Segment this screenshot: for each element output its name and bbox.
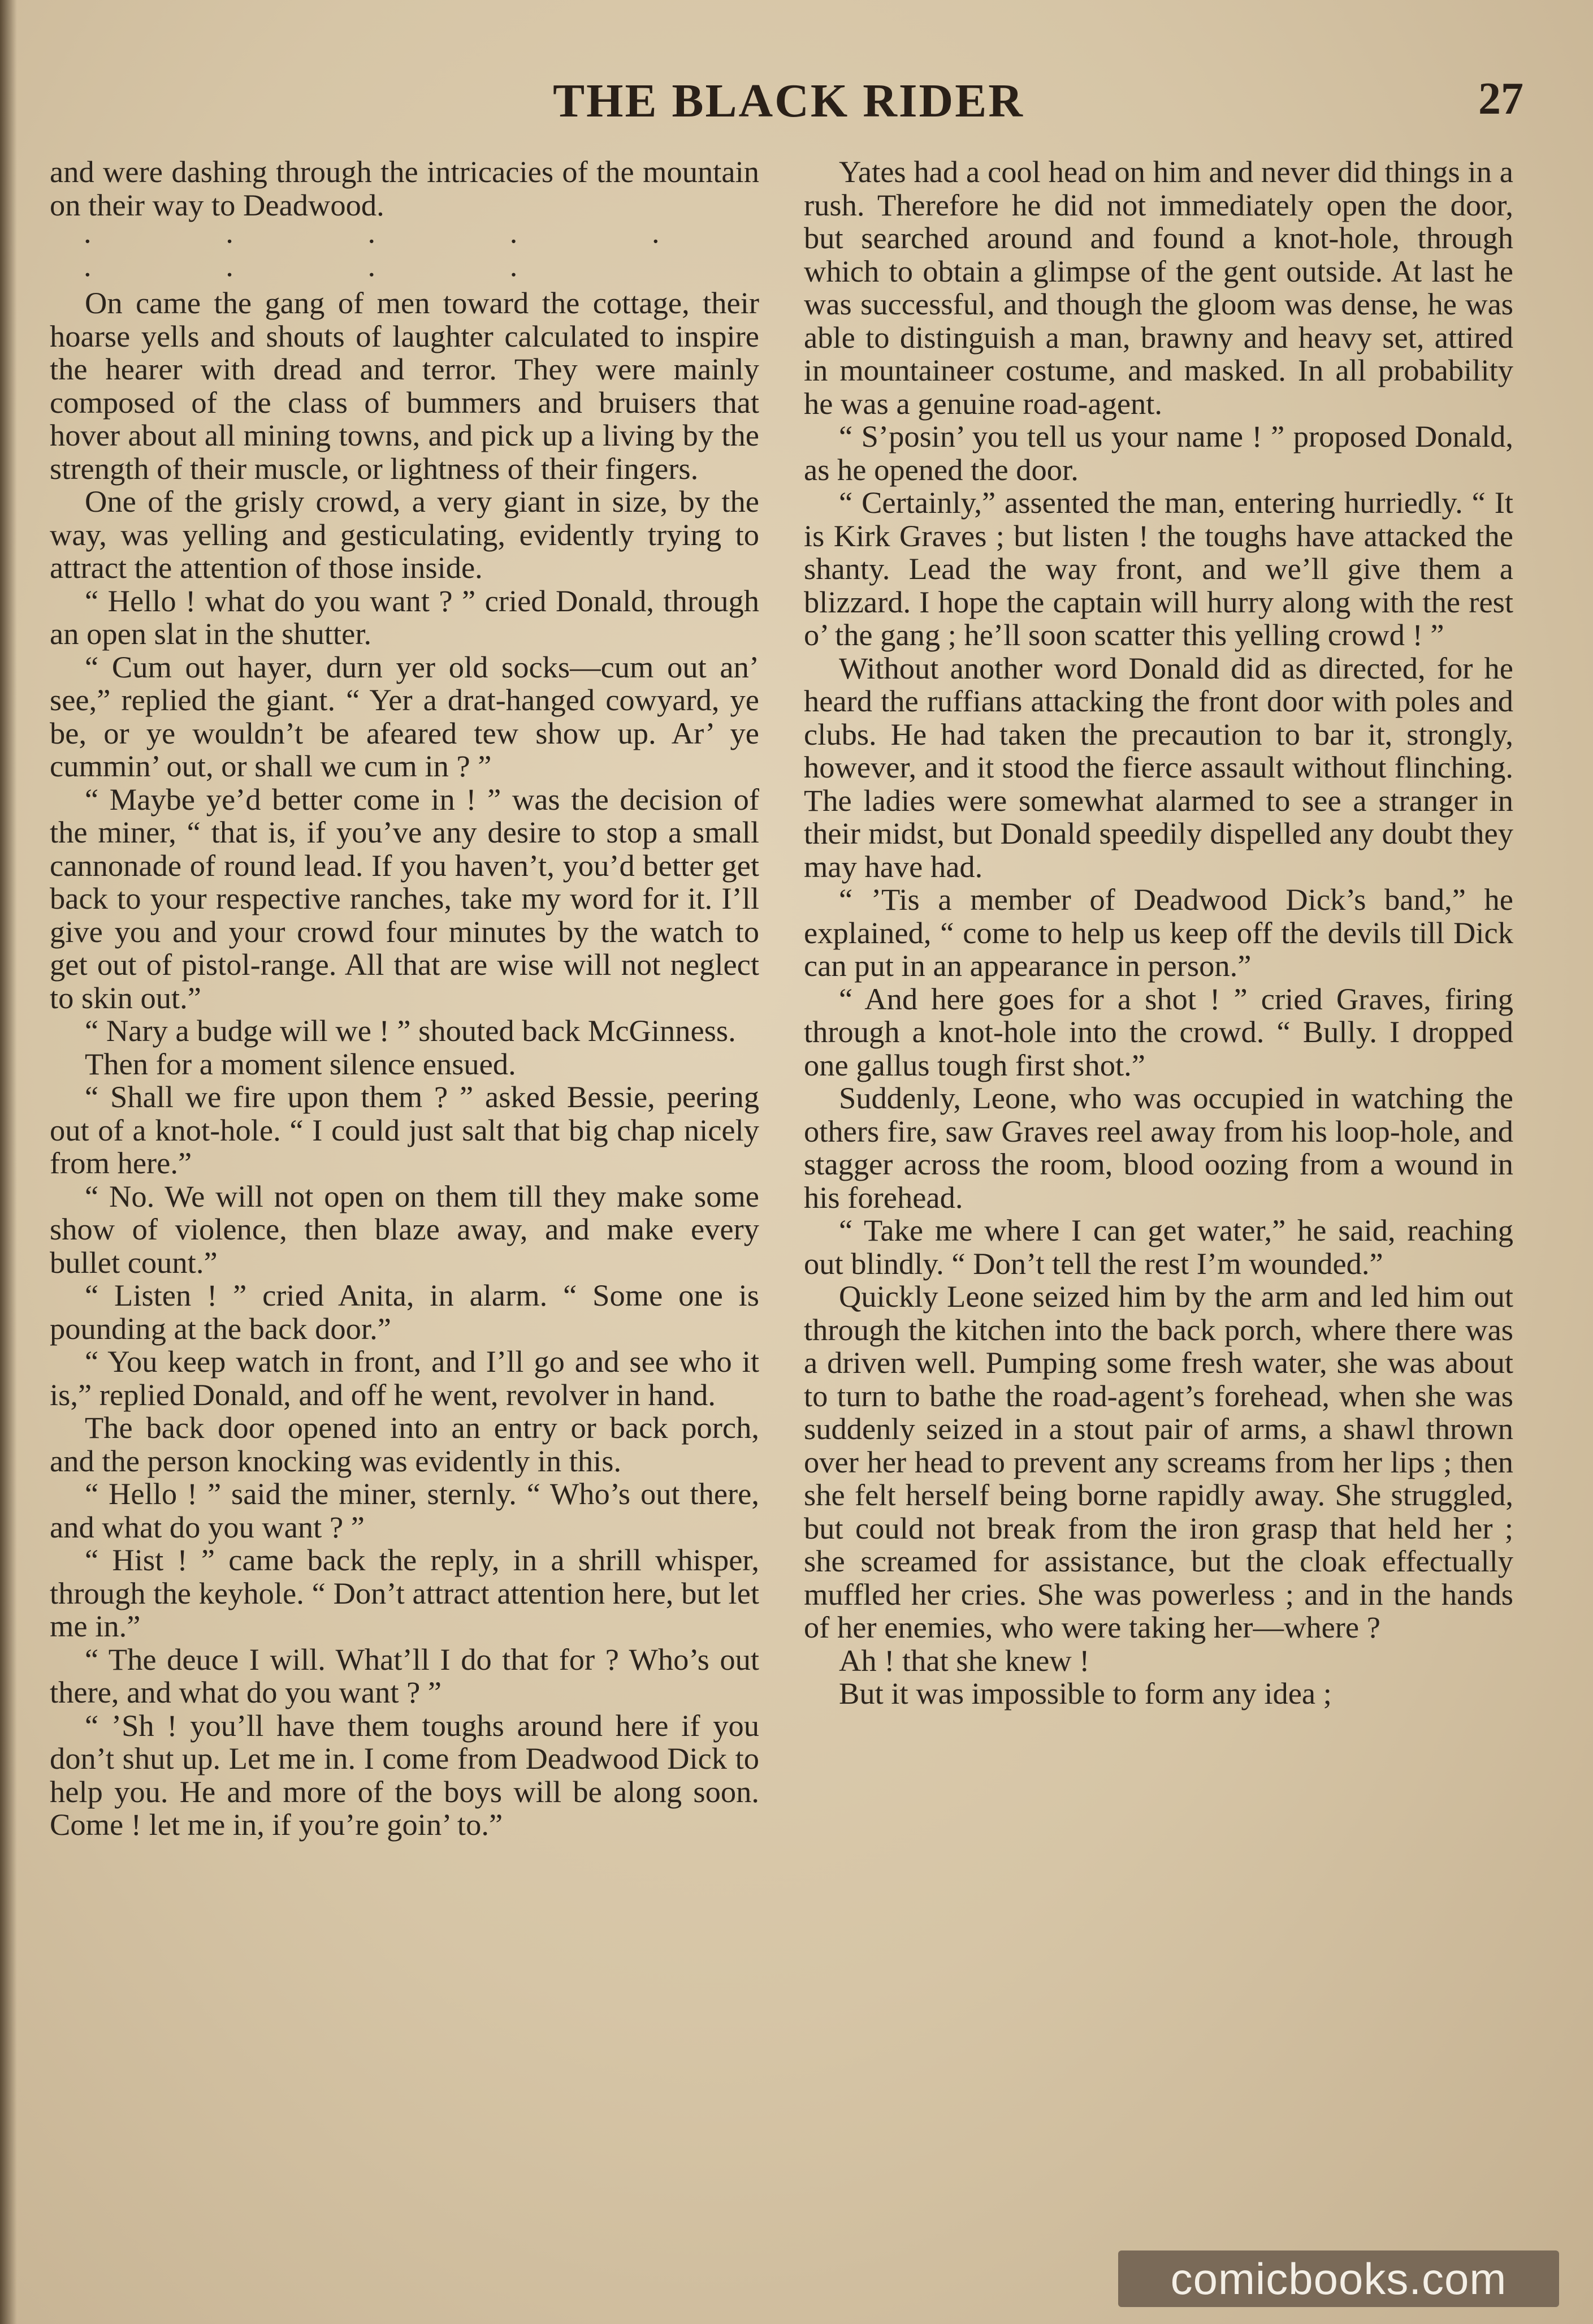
paragraph: “ Shall we fire upon them ? ” asked Bessie, peering out of a knot-hole. “ I could just salt that big chap nicely from here.” (50, 1079, 759, 1180)
paragraph: On came the gang of men toward the cottage, their hoarse yells and shouts of laughter calculated to inspire the hearer with dread and terror. They were mainly composed of the class of bummers and bruisers that hover about all mining towns, and pick up a living by the strength of their muscle, or lightness of their fingers. (50, 286, 759, 486)
paragraph: “ Hist ! ” came back the reply, in a shrill whisper, through the keyhole. “ Don’t attract attention here, but let me in.” (50, 1543, 759, 1643)
watermark-badge: comicbooks.com (1118, 2250, 1559, 2307)
page-number: 27 (1478, 74, 1523, 124)
running-title: THE BLACK RIDER (553, 75, 1024, 127)
paragraph: “ Hello ! ” said the miner, sternly. “ Who’s out there, and what do you want ? ” (50, 1476, 759, 1544)
right-text-column (804, 155, 1513, 1710)
paragraph: “ Cum out hayer, durn yer old socks—cum out an’ see,” replied the giant. “ Yer a drat-hanged cowyard, ye be, or ye wouldn’t be afeared tew show up. Ar’ ye cummin’ out, or shall we cum in ? ” (50, 649, 759, 783)
paragraph: and were dashing through the intricacies of the mountain on their way to Deadwood. (50, 154, 759, 222)
paragraph: “ The deuce I will. What’ll I do that for ? Who’s out there, and what do you want ? ” (50, 1642, 759, 1709)
paragraph: “ Take me where I can get water,” he said, reaching out blindly. “ Don’t tell the rest I’m wounded.” (804, 1213, 1513, 1281)
paragraph: Without another word Donald did as directed, for he heard the ruffians attacking the front door with poles and clubs. He had taken the precaution to bar it, strongly, however, and it stood the fierce assault without flinching. The ladies were somewhat alarmed to see a stranger in their midst, but Donald speedily dispelled any doubt they may have had. (804, 650, 1513, 884)
paragraph: “ Certainly,” assented the man, entering hurriedly. “ It is Kirk Graves ; but listen ! the toughs have attacked the shanty. Lead the way front, and we’ll give them a blizzard. I hope the captain will hurry along with the rest o’ the gang ; he’ll soon scatter this yelling crowd ! ” (804, 485, 1513, 652)
paragraph: The back door opened into an entry or back porch, and the person knocking was evidently in this. (50, 1410, 759, 1478)
section-break-dots: . . . . . . . . . (84, 215, 723, 283)
paragraph: “ Hello ! what do you want ? ” cried Donald, through an open slat in the shutter. (50, 583, 759, 651)
paragraph: “ Maybe ye’d better come in ! ” was the decision of the miner, “ that is, if you’ve any desire to stop a small cannonade of round lead. If you haven’t, you’d better get back to your respective ranches, take my word for it. I’ll give you and your crowd four minutes by the watch to get out of pistol-range. All that are wise will not neglect to skin out.” (50, 781, 759, 1015)
paragraph: Then for a moment silence ensued. (85, 1046, 516, 1081)
paragraph: “ And here goes for a shot ! ” cried Graves, firing through a knot-hole into the crowd. “ Bully. I dropped one gallus tough first shot.” (804, 981, 1513, 1082)
paragraph: “ No. We will not open on them till they make some show of violence, then blaze away, and make every bullet count.” (50, 1178, 759, 1280)
paragraph: Ah ! that she knew ! (839, 1643, 1090, 1678)
paragraph: “ Nary a budge will we ! ” shouted back McGinness. (85, 1013, 736, 1048)
paragraph: Suddenly, Leone, who was occupied in watching the others fire, saw Graves reel away from his loop-hole, and stagger across the room, blood oozing from a wound in his forehead. (804, 1081, 1513, 1215)
paragraph: But it was impossible to form any idea ; (839, 1676, 1332, 1710)
paragraph: “ You keep watch in front, and I’ll go and see who it is,” replied Donald, and off he went, revolver in hand. (50, 1344, 759, 1412)
paragraph: One of the grisly crowd, a very giant in size, by the way, was yelling and gesticulating, evidently trying to attract the attention of those inside. (50, 484, 759, 585)
running-header (54, 68, 1523, 141)
paragraph: “ ’Sh ! you’ll have them toughs around here if you don’t shut up. Let me in. I come from Deadwood Dick to help you. He and more of the boys will be along soon. Come ! let me in, if you’re goin’ to.” (50, 1708, 759, 1842)
paragraph: Yates had a cool head on him and never did things in a rush. Therefore he did not immediately open the door, but searched around and found a knot-hole, through which to obtain a glimpse of the gent outside. At last he was successful, and though the gloom was dense, he was able to distinguish a man, brawny and heavy set, attired in mountaineer costume, and masked. In all probability he was a genuine road-agent. (804, 154, 1513, 421)
paragraph: “ Listen ! ” cried Anita, in alarm. “ Some one is pounding at the back door.” (50, 1278, 759, 1346)
left-text-column (50, 155, 759, 1842)
paragraph: “ S’posin’ you tell us your name ! ” proposed Donald, as he opened the door. (804, 419, 1513, 487)
paragraph: Quickly Leone seized him by the arm and led him out through the kitchen into the back porch, where there was a driven well. Pumping some fresh water, she was about to turn to bathe the road-agent’s forehead, when she was suddenly seized in a stout pair of arms, a shawl thrown over her head to prevent any screams from her lips ; then she felt herself being borne rapidly away. She struggled, but could not break from the iron grasp that held her ; she screamed for assistance, but the cloak effectually muffled her cries. She was powerless ; and in the hands of her enemies, who were taking her—where ? (804, 1279, 1513, 1644)
page-shadow-edge (0, 0, 17, 2324)
paragraph: “ ’Tis a member of Deadwood Dick’s band,” he explained, “ come to help us keep off the devils till Dick can put in an appearance in person.” (804, 882, 1513, 983)
